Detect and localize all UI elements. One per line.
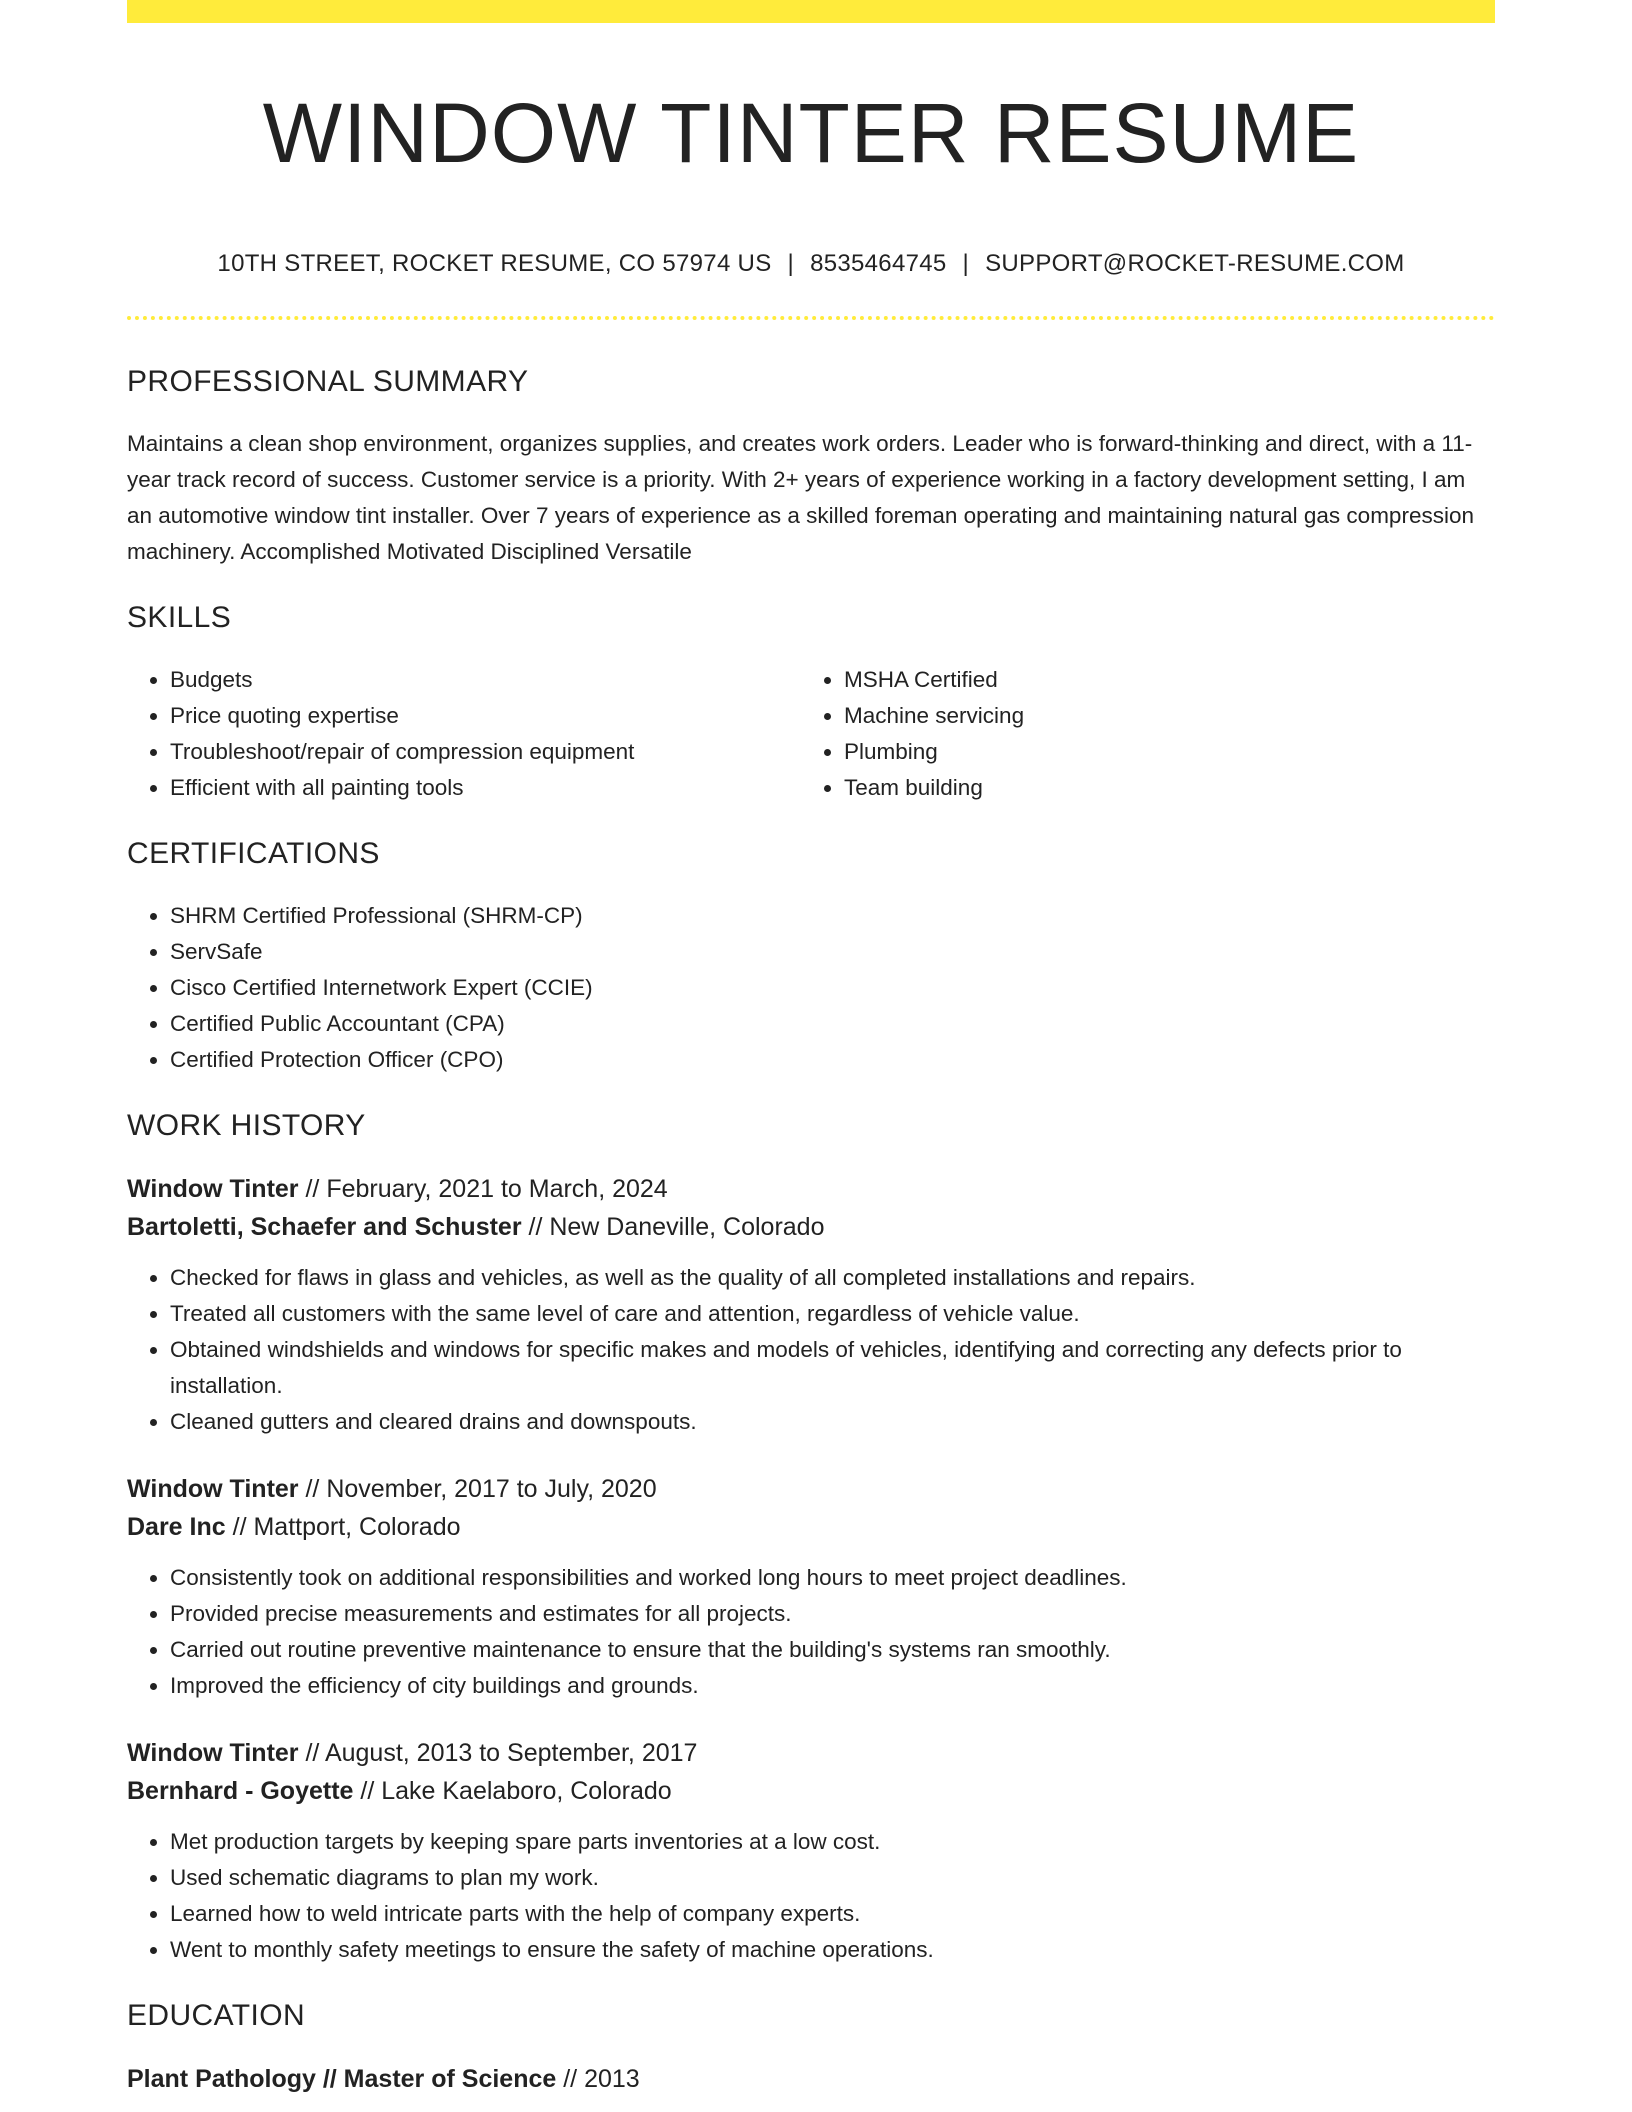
- dotted-divider: [127, 316, 1495, 320]
- job-bullet: • Went to monthly safety meetings to ensure the safety of machine operations.: [170, 1932, 1495, 1968]
- job-company: Dare Inc: [127, 1512, 226, 1541]
- job-bullets: [127, 1824, 1495, 1968]
- job-title: Window Tinter: [127, 1474, 299, 1503]
- summary-heading: PROFESSIONAL SUMMARY: [127, 364, 529, 398]
- job-bullet: • Improved the efficiency of city buildings and grounds.: [170, 1668, 1495, 1704]
- education-entry: [127, 2060, 1495, 2098]
- resume-content: [127, 0, 1495, 2098]
- skills-column-left: [127, 662, 801, 806]
- job-location: // Lake Kaelaboro, Colorado: [360, 1776, 672, 1805]
- skill-item: • Plumbing: [844, 734, 1475, 770]
- job-dates: // November, 2017 to July, 2020: [305, 1474, 657, 1503]
- job-bullet: • Used schematic diagrams to plan my work.: [170, 1860, 1495, 1896]
- job-entry: [127, 1470, 1495, 1704]
- job-location: // New Daneville, Colorado: [528, 1212, 825, 1241]
- education-heading: EDUCATION: [127, 1998, 306, 2032]
- work-history-heading: WORK HISTORY: [127, 1108, 366, 1142]
- certification-item: • Certified Protection Officer (CPO): [170, 1042, 1495, 1078]
- skill-item: • Machine servicing: [844, 698, 1475, 734]
- job-company-line: [127, 1508, 1495, 1546]
- contact-separator: |: [787, 249, 795, 277]
- job-bullet: • Cleaned gutters and cleared drains and downspouts.: [170, 1404, 1495, 1440]
- job-company-line: [127, 1208, 1495, 1246]
- job-entry: [127, 1170, 1495, 1440]
- certification-item: • Certified Public Accountant (CPA): [170, 1006, 1495, 1042]
- certification-item: • ServSafe: [170, 934, 1495, 970]
- job-company-line: [127, 1772, 1495, 1810]
- job-bullet: • Met production targets by keeping spare parts inventories at a low cost.: [170, 1824, 1495, 1860]
- contact-separator: |: [962, 249, 970, 277]
- summary-text: Maintains a clean shop environment, organizes supplies, and creates work orders. Leader who is forward-thinking and direct, with a 11-year track record of success. Customer service is a priority. With 2+ years of experience working in a factory development setting, I am an automotive window tint installer. Over 7 years of experience as a skilled foreman operating and maintaining natural gas compression machinery. Accomplished Motivated Disciplined Versatile: [127, 430, 1474, 564]
- job-title-line: [127, 1170, 1495, 1208]
- job-company: Bernhard - Goyette: [127, 1776, 354, 1805]
- job-bullet: • Consistently took on additional responsibilities and worked long hours to meet project deadlines.: [170, 1560, 1495, 1596]
- job-dates: // August, 2013 to September, 2017: [305, 1738, 698, 1767]
- skills-list-left: [127, 662, 801, 806]
- contact-phone: 8535464745: [810, 249, 947, 277]
- certifications-list: [127, 898, 1495, 1078]
- page-title: WINDOW TINTER RESUME: [262, 86, 1360, 180]
- skill-item: • MSHA Certified: [844, 662, 1475, 698]
- contact-line: [127, 250, 1495, 279]
- certifications-heading: CERTIFICATIONS: [127, 836, 380, 870]
- job-dates: // February, 2021 to March, 2024: [305, 1174, 668, 1203]
- job-bullets: [127, 1260, 1495, 1440]
- job-bullet: • Treated all customers with the same level of care and attention, regardless of vehicle value.: [170, 1296, 1495, 1332]
- education-year: // 2013: [563, 2064, 640, 2093]
- contact-address: 10TH STREET, ROCKET RESUME, CO 57974 US: [217, 249, 772, 277]
- skill-item: • Team building: [844, 770, 1475, 806]
- job-bullet: • Provided precise measurements and estimates for all projects.: [170, 1596, 1495, 1632]
- skills-heading: SKILLS: [127, 600, 232, 634]
- skill-item: • Price quoting expertise: [170, 698, 801, 734]
- skill-item: • Budgets: [170, 662, 801, 698]
- job-title-line: [127, 1470, 1495, 1508]
- job-entry: [127, 1734, 1495, 1968]
- job-bullet: • Carried out routine preventive maintenance to ensure that the building's systems ran smoothly.: [170, 1632, 1495, 1668]
- skills-grid: [127, 662, 1495, 806]
- certification-item: • Cisco Certified Internetwork Expert (CCIE): [170, 970, 1495, 1006]
- job-bullet: • Checked for flaws in glass and vehicles, as well as the quality of all completed installations and repairs.: [170, 1260, 1495, 1296]
- skills-list-right: [801, 662, 1475, 806]
- job-company: Bartoletti, Schaefer and Schuster: [127, 1212, 522, 1241]
- job-title: Window Tinter: [127, 1738, 299, 1767]
- accent-top-bar: [127, 0, 1495, 23]
- job-title-line: [127, 1734, 1495, 1772]
- job-title: Window Tinter: [127, 1174, 299, 1203]
- skill-item: • Troubleshoot/repair of compression equipment: [170, 734, 801, 770]
- skill-item: • Efficient with all painting tools: [170, 770, 801, 806]
- skills-column-right: [801, 662, 1475, 806]
- job-bullet: • Learned how to weld intricate parts with the help of company experts.: [170, 1896, 1495, 1932]
- job-location: // Mattport, Colorado: [232, 1512, 461, 1541]
- certification-item: • SHRM Certified Professional (SHRM-CP): [170, 898, 1495, 934]
- job-bullets: [127, 1560, 1495, 1704]
- education-degree: Plant Pathology // Master of Science: [127, 2064, 557, 2093]
- contact-email: SUPPORT@ROCKET-RESUME.COM: [985, 249, 1405, 277]
- job-bullet: • Obtained windshields and windows for specific makes and models of vehicles, identifying and correcting any defects prior to installation.: [170, 1332, 1495, 1404]
